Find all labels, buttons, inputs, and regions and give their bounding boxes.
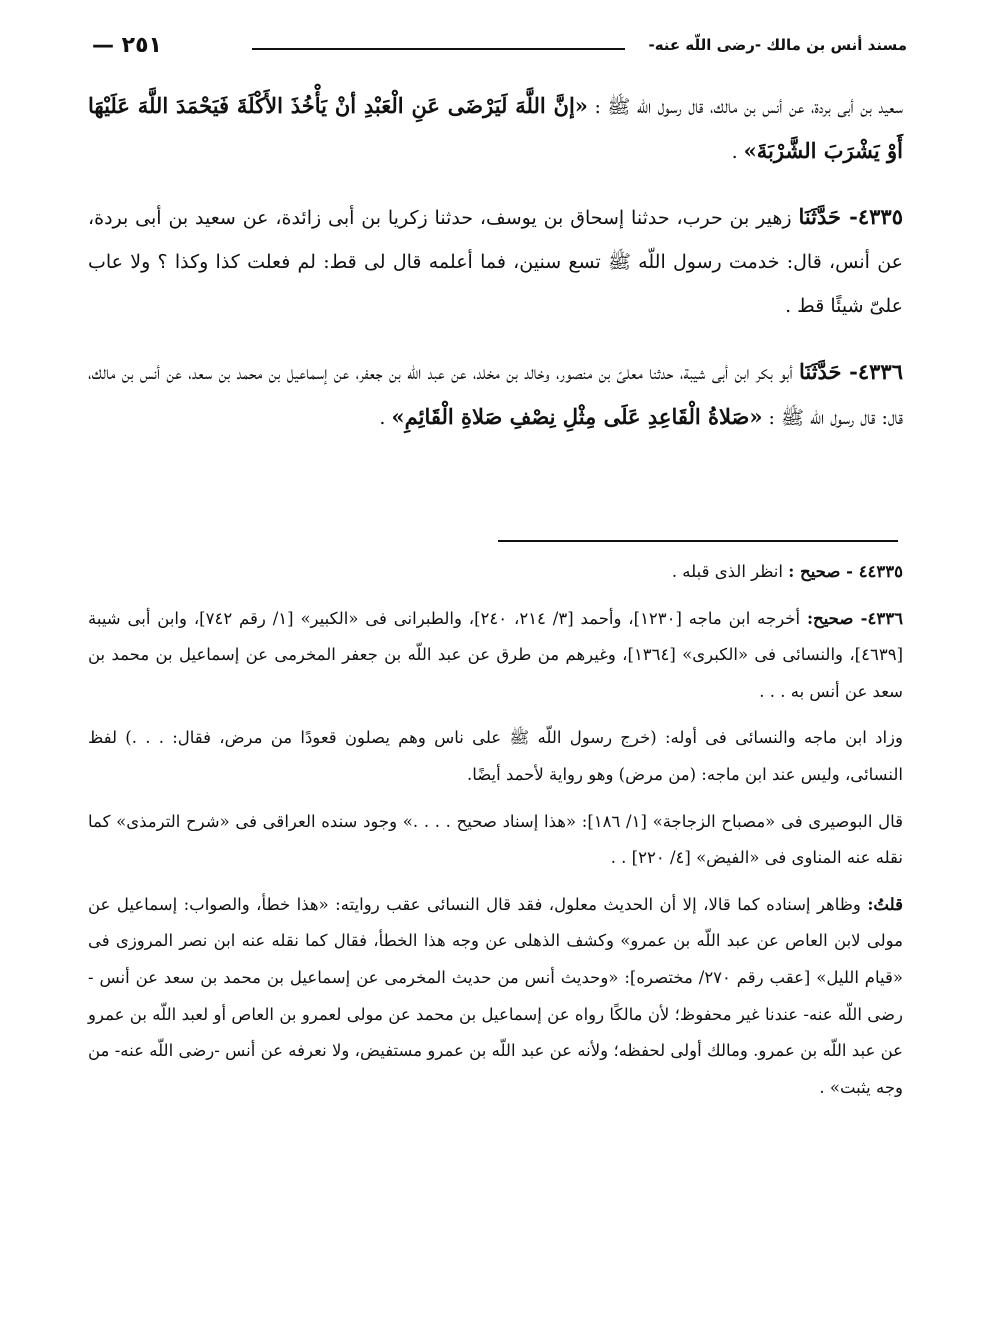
footnote-text: انظر الذى قبله . [671,562,789,581]
footnote-label: ٤٣٣٦- صحيح: [806,608,903,628]
footnote-qultu [88,887,903,1107]
paragraph [88,350,903,440]
paragraph [88,195,903,328]
paragraph-end: . [731,141,744,163]
page-number: ٢٥١ — [92,33,162,58]
footnote-addition: وزاد ابن ماجه والنسائى فى أوله: (خرج رسول اللّه ﷺ على ناس وهم يصلون قعودًا من مرض، فقال: . . .) لفظ النسائى، وليس عند ابن ماجه: (من مرض) وهو رواية لأحمد أيضًا. [88,728,903,784]
paragraph-end: . [379,407,392,429]
hadith-number: ٤٣٣٥- حَدَّثَنَا [798,204,903,229]
hadith-number: ٤٣٣٦- حَدَّثَنَا [798,359,903,384]
footnote-4335 [88,554,903,591]
hadith-4335 [88,195,903,328]
running-title: مسند أنس بن مالك -رضى اللّه عنه- [648,36,907,54]
footnote-text: أخرجه ابن ماجه [١٢٣٠]، وأحمد [٣/ ٢١٤، ٢٤٠]، والطبرانى فى «الكبير» [١/ رقم ٧٤٢]، وابن أبى شيبة [٤٦٣٩]، والنسائى فى «الكبرى» [١٣٦٤]، وغيرهم من طرق عن عبد اللّه بن جعفر المخرمى عن إسماعيل بن محمد بن سعد عن أنس به . . . [88,608,903,701]
hadith-para-continued [88,84,903,174]
paragraph-text: سعيد بن أبى بردة، عن أنس بن مالك، قال رسول اللّه ﷺ : [587,96,903,118]
footnote-separator [498,540,898,542]
footnote-4336 [88,601,903,711]
prophetic-quote: «إنَّ اللَّهَ لَيَرْضَى عَنِ الْعَبْدِ أنْ يَأْخُذَ الأَكْلَةَ فَيَحْمَدَ اللَّهَ عَلَيْهَا أَوْ يَشْرَبَ الشَّرْبَةَ» [88,93,903,163]
footnote-label: قلتُ: [867,894,903,914]
paragraph [88,84,903,174]
footnote-label: ٤٤٣٣٥ - صحيح : [788,562,903,581]
hadith-4336 [88,350,903,440]
page-header [92,33,907,62]
footnote-busiri: قال البوصيرى فى «مصباح الزجاجة» [١/ ١٨٦]: «هذا إسناد صحيح . . . .» وجود سنده العراقى فى «شرح الترمذى» كما نقله عنه المناوى فى «الفيض» [٤/ ٢٢٠] . . [88,811,903,868]
prophetic-quote: «صَلاةُ الْقَاعِدِ عَلَى مِثْلِ نِصْفِ صَلاةِ الْقَائِمِ» [391,404,763,429]
footnote-text: وظاهر إسناده كما قالا، إلا أن الحديث معلول، فقد قال النسائى عقب روايته: «هذا خطأ، والصواب: إسماعيل عن مولى لابن العاص عن عبد اللّه بن عمرو» وكشف الذهلى عن وجه هذا الخطأ، فقال كما نقله عنه ابن نصر المروزى فى «قيام الليل» [عقب رقم ٢٧٠/ مختصره]: «وحديث أنس من حديث المخرمى عن إسماعيل بن محمد بن سعد عن أنس - رضى اللّه عنه- عندنا غير محفوظ؛ لأن مالكًا رواه عن إسماعيل بن محمد عن مولى لعمرو بن العاص أو لعبد اللّه بن عمرو عن عبد اللّه بن عمرو. ومالك أولى لحفظه؛ ولأنه عن عبد اللّه بن عمرو مستفيض، ولا نعرفه عن أنس -رضى اللّه عنه- من وجه يثبت» . [88,894,903,1097]
paragraph-text: أبو بكر ابن أبى شيبة، حدثنا معلىّ بن منصور، وخالد بن مخلد، عن عبد اللّه بن جعفر، عن إسماعيل بن محمد بن سعد، عن أنس بن مالك، قال: قال رسول اللّه ﷺ : [88,362,903,429]
header-rule [252,48,625,50]
footnotes [88,554,903,1116]
paragraph-text: زهير بن حرب، حدثنا إسحاق بن يوسف، حدثنا زكريا بن أبى زائدة، عن سعيد بن أبى بردة، عن أنس، قال: خدمت رسول اللّه ﷺ تسع سنين، فما أعلمه قال لى قط: لم فعلت كذا وكذا ؟ ولا عاب علىّ شيئًا قط . [88,207,903,317]
